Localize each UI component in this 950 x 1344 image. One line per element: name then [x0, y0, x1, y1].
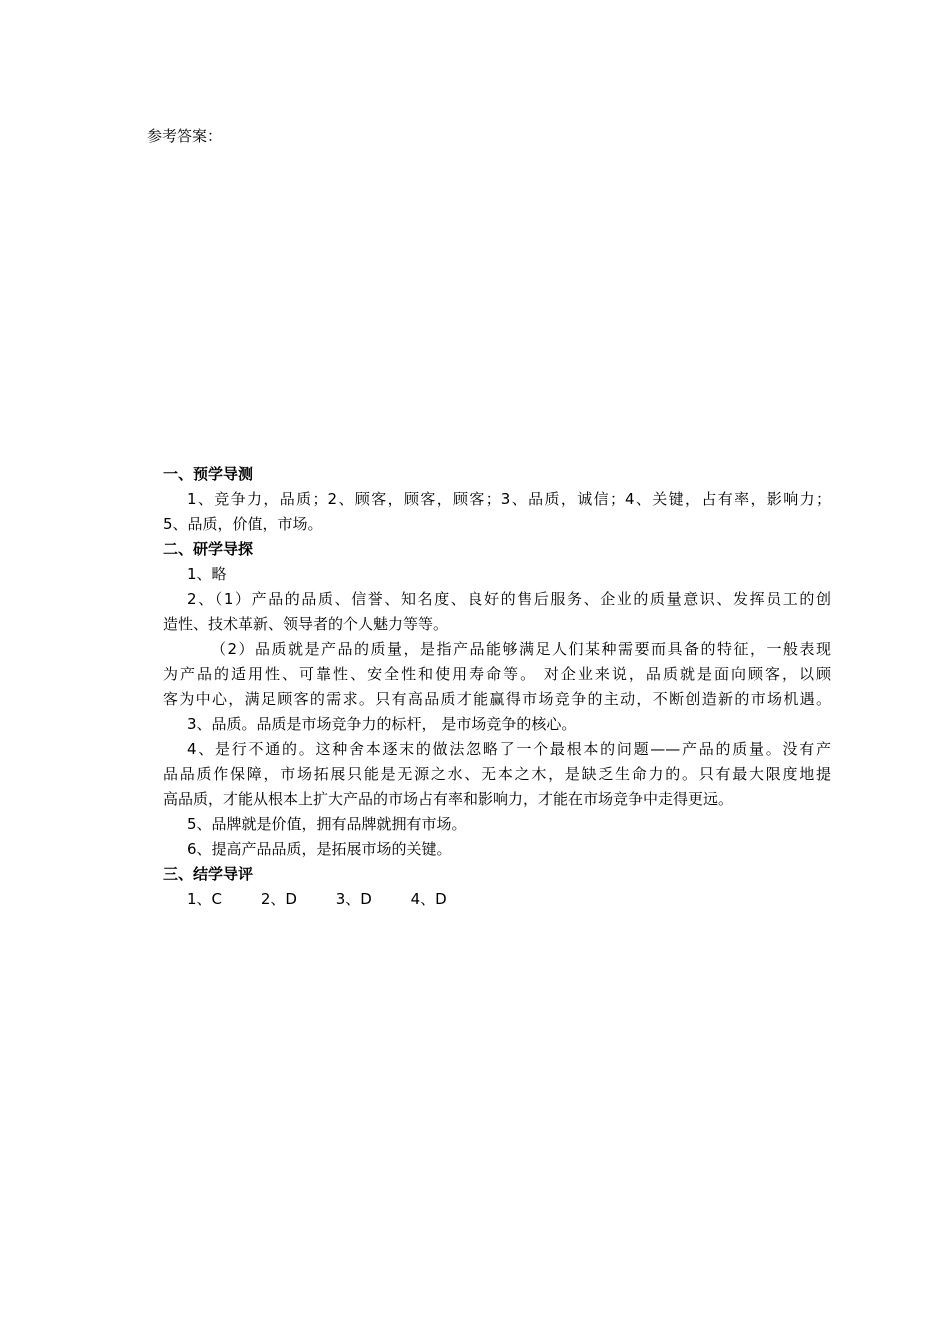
section-heading-summary: 三、结学导评 — [163, 865, 254, 883]
section-heading-preview: 一、预学导测 — [163, 465, 254, 483]
reference-answers-title: 参考答案： — [147, 127, 223, 145]
summary-answers — [163, 887, 831, 912]
research-answer-line: 2、（1）产品的品质、信誉、知名度、良好的售后服务、企业的质量意识、发挥员工的创 — [187, 590, 831, 608]
preview-answer-line: 1、竞争力，品质；2、顾客，顾客，顾客；3、品质，诚信；4、关键，占有率，影响力； — [187, 490, 831, 508]
research-answer-line: 品品质作保障，市场拓展只能是无源之水、无本之木，是缺乏生命力的。只有最大限度地提 — [163, 765, 831, 783]
research-answer-line: 1、略 — [187, 565, 227, 583]
research-answer-line: 4、是行不通的。这种舍本逐末的做法忽略了一个最根本的问题——产品的质量。没有产 — [187, 740, 831, 758]
research-answer-line: 3、品质。品质是市场竞争力的标杆， 是市场竞争的核心。 — [187, 715, 577, 733]
preview-answer-line: 5、品质，价值，市场。 — [163, 515, 323, 533]
research-answer-line: （2）品质就是产品的质量，是指产品能够满足人们某种需要而具备的特征，一般表现 — [211, 640, 831, 658]
research-answer-line: 客为中心，满足顾客的需求。只有高品质才能赢得市场竞争的主动，不断创造新的市场机遇。 — [163, 690, 831, 708]
summary-answer-item: 2、D — [260, 890, 297, 908]
research-answer-line: 造性、技术革新、领导者的个人魅力等等。 — [163, 615, 449, 633]
answer-content — [163, 462, 831, 912]
summary-answer-item: 4、D — [410, 890, 447, 908]
summary-answer-item: 3、D — [335, 890, 372, 908]
research-answer-line: 为产品的适用性、可靠性、安全性和使用寿命等。 对企业来说，品质就是面向顾客，以顾 — [163, 665, 831, 683]
research-answer-line: 6、提高产品品质，是拓展市场的关键。 — [187, 840, 452, 858]
research-answer-line: 5、品牌就是价值，拥有品牌就拥有市场。 — [187, 815, 467, 833]
summary-answer-item: 1、C — [187, 890, 223, 908]
section-heading-research: 二、研学导探 — [163, 540, 254, 558]
research-answer-line: 高品质，才能从根本上扩大产品的市场占有率和影响力，才能在市场竞争中走得更远。 — [163, 790, 734, 808]
